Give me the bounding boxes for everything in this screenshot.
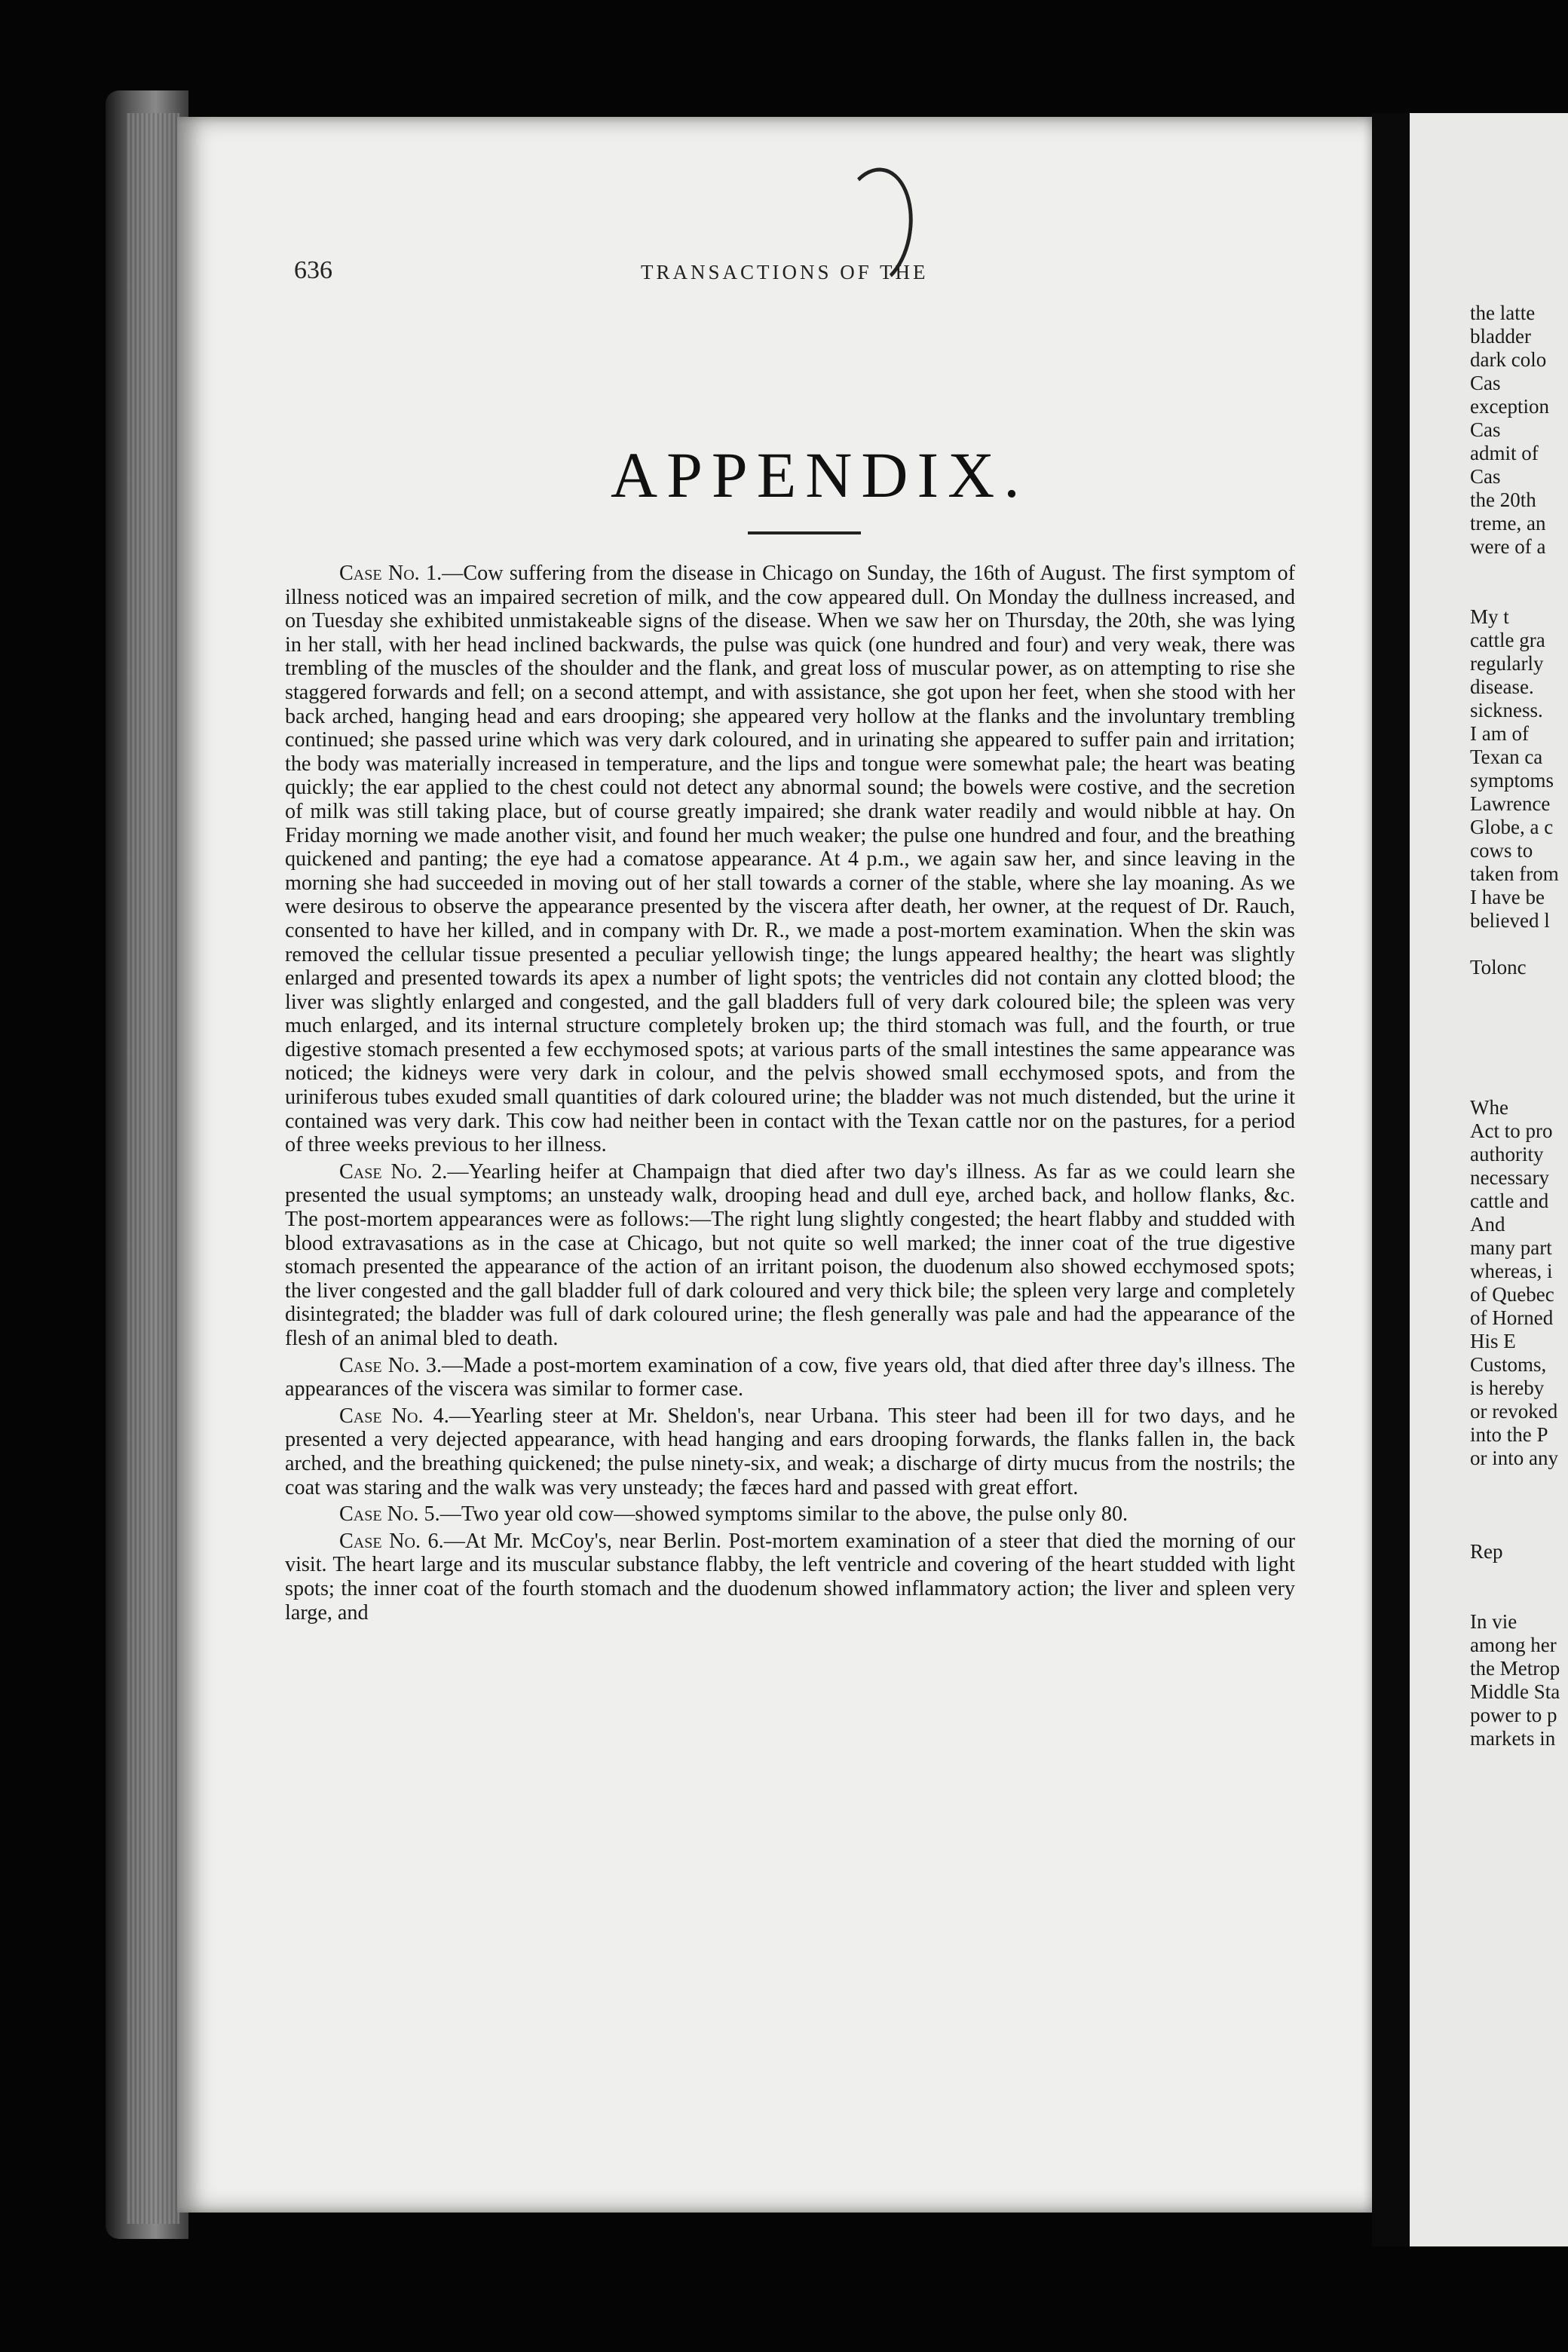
right-page-line: the Metrop — [1470, 1657, 1560, 1680]
right-page-line: markets in — [1470, 1727, 1556, 1750]
right-page-line — [1470, 1493, 1568, 1517]
right-page-line: of Quebec — [1470, 1283, 1554, 1306]
right-page-line — [1470, 1073, 1568, 1096]
right-page-line: or revoked — [1470, 1400, 1558, 1423]
case-paragraph — [285, 1160, 1295, 1351]
case-text: —Cow suffering from the disease in Chicago on Sunday, the 16th of August. The first symptom of illness noticed was an impaired secretion of milk, and the cow appeared dull. On Monday the dullness increased, and on Tuesday she exhibited unmistakeable signs of the disease. When we saw her on Thursday, the 20th, she was lying in her stall, with her head inclined backwards, the pulse was quick (one hundred and four) and very weak, there was trembling of the muscles of the shoulder and the flank, and great loss of muscular power, as on attempting to rise she staggered forwards and fell; on a second attempt, and with assistance, she got upon her feet, when she stood with her back arched, hanging head and ears drooping; she appeared very hollow at the flanks and the involuntary trembling continued; she passed urine which was very dark coloured, and in urinating she appeared to suffer pain and irritation; the body was materially increased in temperature, and the lips and tongue were somewhat pale; the heart was beating quickly; the ear applied to the chest could not detect any abnormal sound; the bowels were costive, and the secretion of milk was still taking place, but of course greatly impaired; she drank water readily and would nibble at hay. On Friday morning we made another visit, and found her much weaker; the pulse one hundred and four, and the breathing quickened and panting; the eye had a comatose appearance. At 4 p.m., we again saw her, and since leaving in the morning she had succeeded in moving out of her stall towards a corner of the stable, where she lay moaning. As we were desirous to observe the appearance presented by the viscera after death, her owner, at the request of Dr. Rauch, consented to have her killed, and in company with Dr. R., we made a post-mortem examination. When the skin was removed the cellular tissue presented a peculiar yellowish tinge; the lungs appeared healthy; the heart was slightly enlarged and presented towards its apex a number of light spots; the ventricles did not contain any clotted blood; the liver was slightly enlarged and congested, and the gall bladders full of very dark coloured bile; the spleen was very much enlarged, and its internal structure completely broken up; the third stomach was full, and the fourth, or true digestive stomach presented a few ecchymosed spots; at various parts of the small intestines the same appearance was noticed; the kidneys were very dark in colour, and the pelvis showed small ecchymosed spots, and from the uriniferous tubes exuded small quantities of dark coloured urine; the bladder was not much distended, but the urine it contained was very dark. This cow had neither been in contact with the Texan cattle nor on the pastures, for a period of three weeks previous to her illness. — [285, 562, 1295, 1157]
right-page-line: I am of — [1470, 722, 1529, 745]
right-page-line: taken from — [1470, 862, 1559, 885]
right-page-line: many part — [1470, 1236, 1552, 1259]
right-page-line: necessary — [1470, 1166, 1549, 1189]
case-text: —Made a post-mortem examination of a cow, five years old, that died after three day's illness. The appearances of the viscera was similar to former case. — [285, 1353, 1296, 1401]
right-page-line: bladder — [1470, 325, 1531, 348]
right-page-line: the latte — [1470, 302, 1536, 324]
page-number: 636 — [294, 256, 332, 284]
right-page-line: Texan ca — [1470, 746, 1543, 768]
case-label: Case No. 2. — [339, 1159, 448, 1184]
heading-rule — [748, 531, 861, 534]
right-page-line — [1470, 1003, 1568, 1026]
case-text: —Two year old cow—showed symptoms similar to the above, the pulse only 80. — [439, 1502, 1129, 1527]
right-page-line: And — [1470, 1213, 1505, 1236]
right-page-line: treme, an — [1470, 512, 1546, 534]
right-page-line: His E — [1470, 1330, 1516, 1352]
right-page-line: exception — [1470, 395, 1549, 418]
right-page-line: were of a — [1470, 535, 1546, 558]
right-page-line: Globe, a c — [1470, 816, 1554, 838]
right-page-line: Middle Sta — [1470, 1680, 1560, 1703]
right-page-line: Cas — [1470, 372, 1501, 394]
right-page-line: Lawrence — [1470, 792, 1551, 815]
right-page-line — [1470, 1470, 1568, 1493]
case-label: Case No. 3. — [339, 1353, 442, 1377]
right-page-line: authority — [1470, 1143, 1544, 1165]
right-page-line: Act to pro — [1470, 1119, 1553, 1142]
case-paragraph — [285, 562, 1295, 1157]
right-page-line: Tolonc — [1470, 956, 1527, 978]
right-page-line — [1470, 559, 1568, 582]
right-page-line — [1470, 1049, 1568, 1073]
right-page-line — [1470, 933, 1568, 956]
right-page-line: regularly — [1470, 652, 1544, 675]
right-page-line — [1470, 1587, 1568, 1610]
right-page-line: Customs, — [1470, 1353, 1547, 1376]
case-paragraph — [285, 1502, 1295, 1527]
right-page-line: I have be — [1470, 886, 1545, 908]
case-paragraph — [285, 1530, 1295, 1625]
case-label: Case No. 1. — [339, 562, 443, 585]
right-page-line: Cas — [1470, 418, 1501, 441]
running-title: TRANSACTIONS OF THE — [641, 261, 929, 283]
gutter — [1372, 113, 1410, 2246]
right-page-line: admit of — [1470, 442, 1539, 464]
case-reports — [285, 562, 1295, 1628]
case-text: —Yearling steer at Mr. Sheldon's, near Urbana. This steer had been ill for two days, and he presented a very dejected appearance, with head hanging and ears drooping forwards, the flanks fallen in, the back arched, and the breathing quickened; the pulse ninety-six, and weak; a discharge of dirty mucus from the nostrils; the coat was staring and the walk was very unsteady; the fæces hard and passed with great effort. — [285, 1404, 1295, 1499]
right-page-line: among her — [1470, 1634, 1557, 1656]
case-paragraph — [285, 1404, 1295, 1499]
case-paragraph — [285, 1354, 1295, 1401]
right-page-line: cattle and — [1470, 1190, 1549, 1212]
case-text: —At Mr. McCoy's, near Berlin. Post-mortem examination of a steer that died the morning of our visit. The heart large and its muscular substance flabby, the left ventricle and covering of the heart studded with light spots; the inner coat of the fourth stomach and the duodenum showed inflammatory action; the liver and spleen very large, and — [285, 1529, 1295, 1625]
right-page-line: is hereby — [1470, 1377, 1545, 1399]
right-page-line: Cas — [1470, 465, 1501, 488]
right-page-line: disease. — [1470, 675, 1534, 698]
right-page-line: symptoms — [1470, 769, 1554, 792]
right-page-line: Whe — [1470, 1096, 1508, 1119]
right-page-line: believed l — [1470, 909, 1550, 932]
right-page-line: into the P — [1470, 1423, 1548, 1446]
case-label: Case No. 5. — [339, 1502, 440, 1527]
case-label: Case No. 6. — [339, 1529, 444, 1553]
right-page-text — [1470, 302, 1568, 1750]
right-page-line — [1470, 1026, 1568, 1049]
right-page-line: In vie — [1470, 1610, 1517, 1633]
running-head — [294, 256, 1297, 294]
case-text: —Yearling heifer at Champaign that died after two day's illness. As far as we could learn she presented the usual symptoms; an unsteady walk, drooping head and dull eye, arched back, and hollow flanks, &c. The post-mortem appearances were as follows:—The right lung slightly congested; the heart flabby and studded with blood extravasations as in the case at Chicago, but not quite so well marked; the inner coat of the true digestive stomach presented the appearance of the action of an irritant poison, the duodenum also showed ecchymosed spots; the liver congested and the gall bladder full of dark coloured and very thick bile; the spleen very large and completely disintegrated; the bladder was full of dark coloured urine; the flesh generally was pale and had the appearance of the flesh of an animal bled to death. — [285, 1159, 1295, 1350]
right-page-line: cattle gra — [1470, 629, 1545, 651]
right-page-line: dark colo — [1470, 348, 1547, 371]
right-page-line: the 20th — [1470, 488, 1536, 511]
right-page-line: power to p — [1470, 1704, 1557, 1726]
right-page-line — [1470, 979, 1568, 1003]
right-page-line: or into any — [1470, 1447, 1558, 1469]
right-page-line: whereas, i — [1470, 1260, 1553, 1282]
right-page-line: cows to — [1470, 839, 1533, 862]
right-page-line — [1470, 582, 1568, 605]
right-page-line: sickness. — [1470, 699, 1543, 721]
right-page-line: Rep — [1470, 1540, 1503, 1563]
right-page-line — [1470, 1517, 1568, 1540]
case-label: Case No. 4. — [339, 1404, 449, 1428]
right-page-line: My t — [1470, 605, 1509, 628]
section-heading: APPENDIX. — [611, 439, 1029, 511]
page-edges — [127, 113, 179, 2224]
right-page-line — [1470, 1563, 1568, 1587]
right-page-line: of Horned — [1470, 1306, 1554, 1329]
